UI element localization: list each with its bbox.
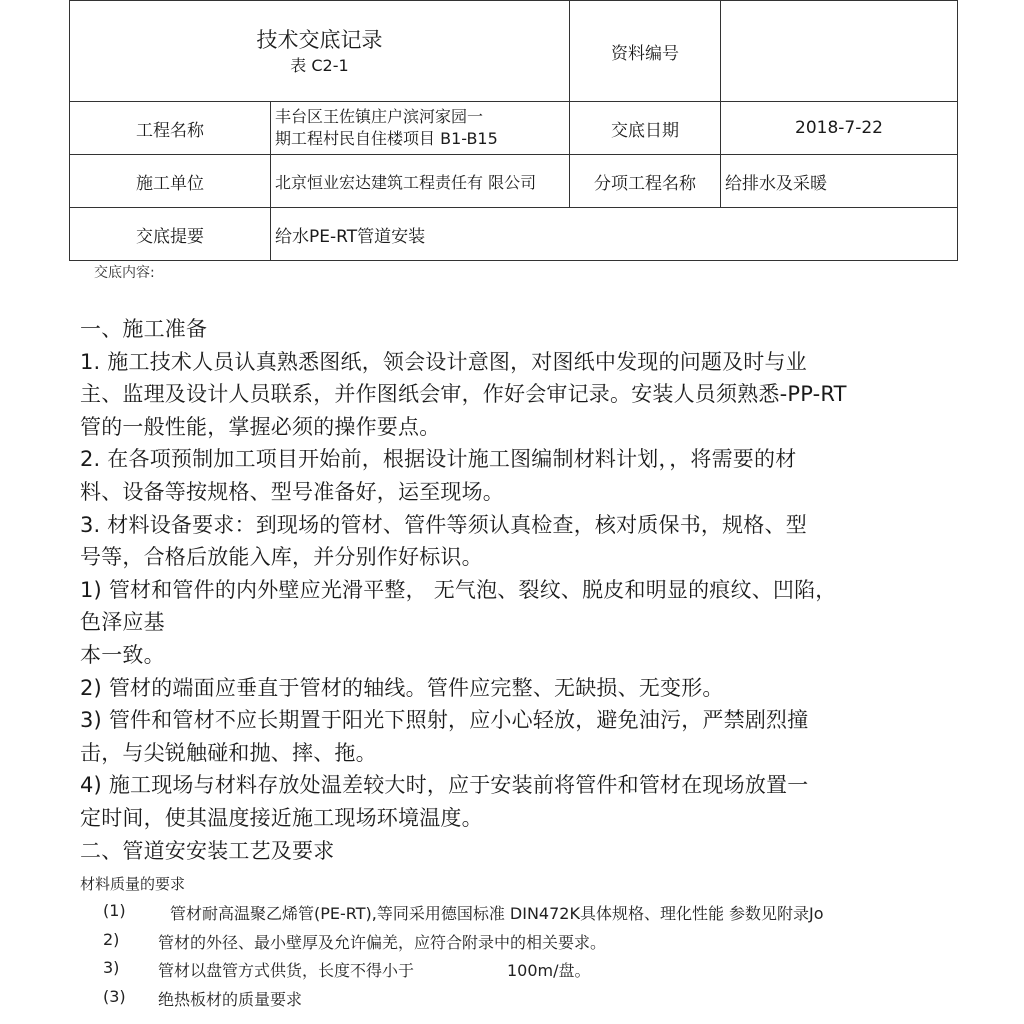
item-number: 2) [103, 930, 120, 949]
body-line: 一、施工准备 [80, 317, 208, 341]
form-number: 表 C2-1 [290, 56, 349, 75]
date-label: 交底日期 [570, 102, 721, 155]
body-line: 本一致。 [80, 642, 165, 667]
subitem-label: 分项工程名称 [570, 155, 721, 208]
unit-label: 施工单位 [70, 155, 271, 208]
body-line: 色泽应基 [80, 610, 165, 635]
body-line: 1. 施工技术人员认真熟悉图纸，领会设计意图，对图纸中发现的问题及时与业 [80, 349, 807, 374]
record-header-table [69, 0, 958, 261]
body-line: 1) 管材和管件的内外壁应光滑平整， 无气泡、裂纹、脱皮和明显的痕纹、凹陷， [80, 577, 837, 602]
project-name-line2: 期工程村民自住楼项目 B1-B15 [275, 129, 498, 148]
project-label: 工程名称 [70, 102, 271, 155]
item-number: (3) [103, 987, 126, 1006]
body-line: 3) 管件和管材不应长期置于阳光下照射，应小心轻放，避免油污，严禁剧烈撞 [80, 708, 809, 733]
title-cell [70, 1, 570, 102]
content-caption: 交底内容: [94, 265, 155, 281]
quality-heading: 材料质量的要求 [80, 875, 186, 893]
body-line: 3. 材料设备要求：到现场的管材、管件等须认真检查，核对质保书，规格、型 [80, 512, 807, 537]
body-line: 2) 管材的端面应垂直于管材的轴线。管件应完整、无缺损、无变形。 [80, 675, 724, 700]
item-value: 100m/盘。 [507, 961, 591, 980]
body-line: 4) 施工现场与材料存放处温差较大时，应于安装前将管件和管材在现场放置一 [80, 773, 809, 798]
item-text: 管材耐高温聚乙烯管(PE-RT),等同采用德国标准 DIN472K具体规格、理化性能 参数见附录Jo [170, 904, 824, 923]
body-line: 主、监理及设计人员联系，并作图纸会审，作好会审记录。安装人员须熟悉-PP-RT [80, 382, 847, 407]
item-text: 管材的外径、最小壁厚及允许偏羌，应符合附录中的相关要求。 [158, 933, 607, 952]
subitem-value: 给排水及采暖 [721, 155, 958, 208]
doc-no-value [721, 1, 958, 102]
summary-label: 交底提要 [70, 208, 271, 261]
project-value-cell [271, 102, 570, 155]
document-title: 技术交底记录 [256, 28, 383, 52]
unit-value: 北京恒业宏达建筑工程责任有 限公司 [271, 155, 570, 208]
body-line: 2. 在各项预制加工项目开始前，根据设计施工图编制材料计划，，将需要的材 [80, 447, 797, 472]
date-value: 2018-7-22 [721, 102, 958, 155]
item-text: 管材以盘管方式供货，长度不得小于 [158, 961, 415, 980]
body-text [80, 313, 940, 867]
item-number: (1) [103, 901, 126, 920]
item-number: 3) [103, 958, 120, 977]
body-line: 号等，合格后放能入库，并分别作好标识。 [80, 545, 483, 570]
body-line: 定时间，使其温度接近施工现场环境温度。 [80, 805, 483, 830]
body-line: 击，与尖锐触碰和抛、摔、拖。 [80, 740, 377, 765]
summary-value: 给水PE-RT管道安装 [271, 208, 958, 261]
section-heading: 二、管道安安装工艺及要求 [80, 838, 335, 863]
item-text: 绝热板材的质量要求 [158, 990, 303, 1009]
body-line: 管的一般性能，掌握必须的操作要点。 [80, 414, 441, 439]
doc-no-label: 资料编号 [570, 1, 721, 102]
body-line: 料、设备等按规格、型号准备好，运至现场。 [80, 479, 504, 504]
project-name-line1: 丰台区王佐镇庄户滨河家园一 [275, 107, 484, 126]
